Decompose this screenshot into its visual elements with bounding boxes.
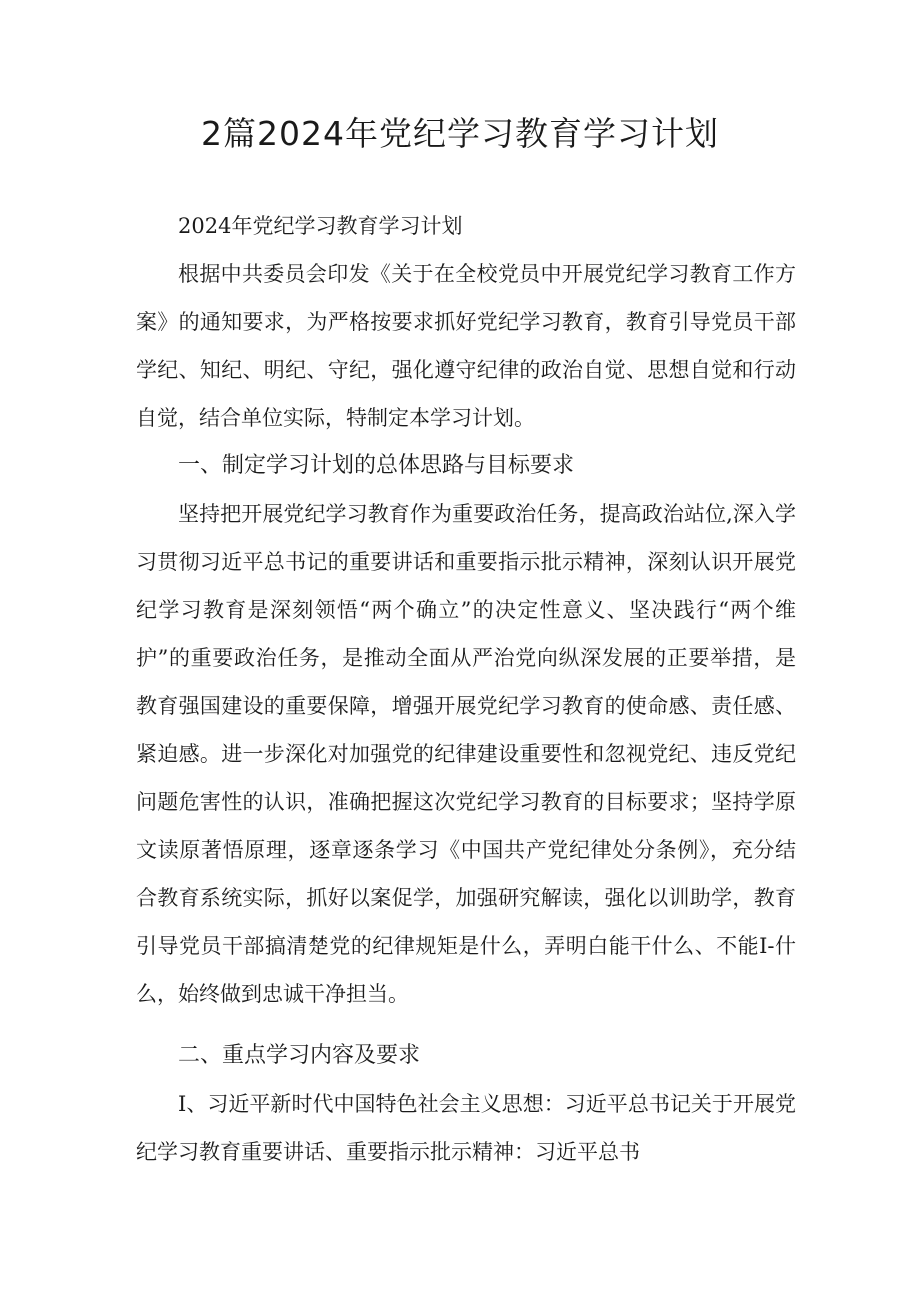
section-1-paragraph: 坚持把开展党纪学习教育作为重要政治任务，提高政治站位,深入学习贯彻习近平总书记的重要讲话和重要指示批示精神，深刻认识开展党纪学习教育是深刻领悟“两个确立”的决定性意义、坚决践行“两个维护”的重要政治任务，是推动全面从严治党向纵深发展的正要举措，是教育强国建设的重要保障，增强开展党纪学习教育的使命感、责任感、紧迫感。进一步深化对加强党的纪律建设重要性和忽视党纪、违反党纪问题危害性的认识，准确把握这次党纪学习教育的目标要求；坚持学原文读原著悟原理，逐章逐条学习《中国共产党纪律处分条例》，充分结合教育系统实际，抓好以案促学，加强研究解读，强化以训助学，教育引导党员干部搞清楚党的纪律规矩是什么，弄明白能干什么、不能I-什么，始终做到忠诚干净担当。	[136, 502, 796, 1006]
section-1-heading: 一、制定学习计划的总体思路与目标要求	[178, 453, 575, 478]
document-subtitle: 2024年党纪学习教育学习计划	[178, 214, 463, 238]
document-title: 2篇2024年党纪学习教育学习计划	[201, 114, 719, 153]
section-2-heading: 二、重点学习内容及要求	[178, 1043, 421, 1068]
section-2-item-1: I、习近平新时代中国特色社会主义思想：习近平总书记关于开展党纪学习教育重要讲话、重要指示批示精神：习近平总书	[136, 1092, 796, 1164]
document-body	[136, 202, 796, 1176]
intro-paragraph: 根据中共委员会印发《关于在全校党员中开展党纪学习教育工作方案》的通知要求，为严格按要求抓好党纪学习教育，教育引导党员干部学纪、知纪、明纪、守纪，强化遵守纪律的政治自觉、思想自觉和行动自觉，结合单位实际，特制定本学习计划。	[136, 262, 796, 430]
